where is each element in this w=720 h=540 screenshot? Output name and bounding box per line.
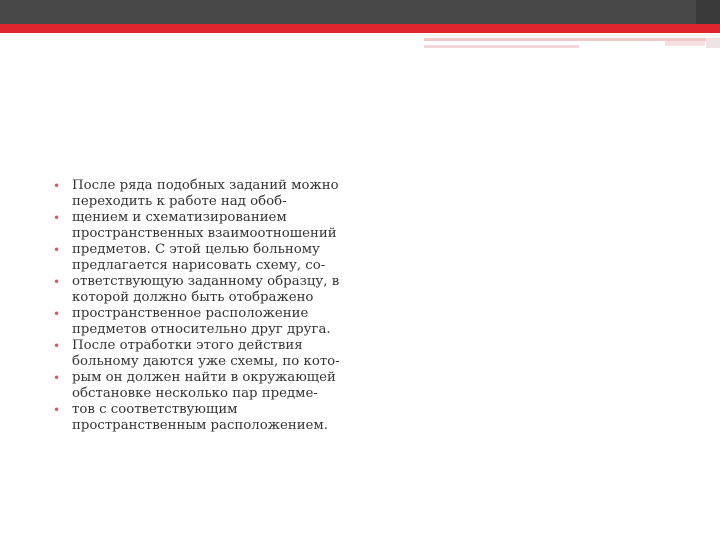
bullet-item: [53, 402, 340, 434]
bullet-text: ответствующую заданному образцу, в которой должно быть отображено: [72, 274, 340, 305]
bullet-item: [53, 242, 340, 274]
bullet-text: После отработки этого действия больному даются уже схемы, по кото-: [72, 338, 340, 369]
bullet-text: предметов. С этой целью больному предлагается нарисовать схему, со-: [72, 242, 326, 273]
bullet-item: [53, 210, 340, 242]
bullet-dot-icon: •: [53, 403, 61, 417]
header-band: [0, 0, 720, 24]
bullet-text: пространственное расположение предметов относительно друг друга.: [72, 306, 331, 337]
bullet-item: [53, 178, 340, 210]
bullet-dot-icon: •: [53, 307, 61, 321]
accent-line: [665, 41, 705, 46]
bullet-item: [53, 338, 340, 370]
header-band-corner: [696, 0, 720, 24]
bullet-dot-icon: •: [53, 339, 61, 353]
bullet-dot-icon: •: [53, 211, 61, 225]
red-accent-band: [0, 24, 720, 33]
accent-line: [424, 45, 579, 48]
bullet-dot-icon: •: [53, 275, 61, 289]
bullet-dot-icon: •: [53, 371, 61, 385]
bullet-item: [53, 274, 340, 306]
bullet-list: [53, 178, 340, 434]
bullet-text: рым он должен найти в окружающей обстановке несколько пар предме-: [72, 370, 336, 401]
bullet-dot-icon: •: [53, 179, 61, 193]
bullet-text: тов с соответствующим пространственным расположением.: [72, 402, 328, 433]
bullet-text: После ряда подобных заданий можно переходить к работе над обоб-: [72, 178, 339, 209]
accent-line: [706, 38, 720, 48]
bullet-item: [53, 370, 340, 402]
bullet-dot-icon: •: [53, 243, 61, 257]
bullet-item: [53, 306, 340, 338]
bullet-text: щением и схематизированием пространственных взаимоотношений: [72, 210, 337, 241]
